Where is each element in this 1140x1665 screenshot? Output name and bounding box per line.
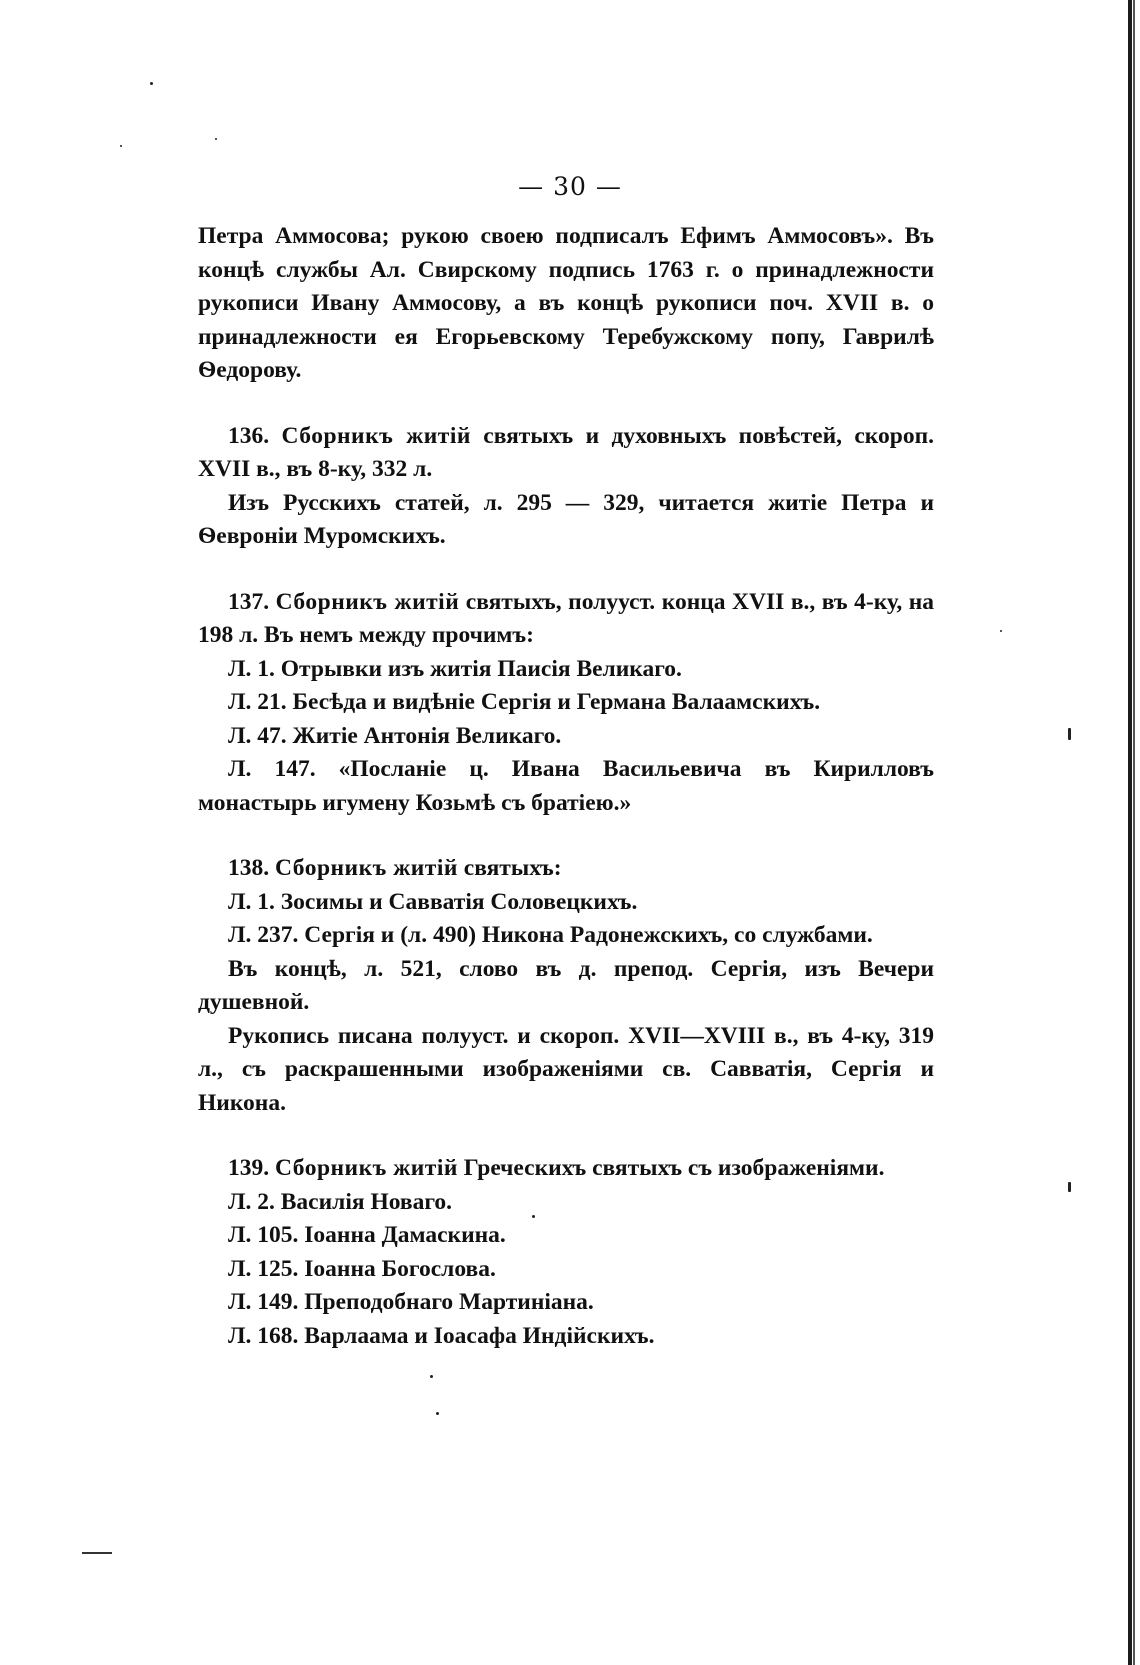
leaf-item: Л. 1. Зосимы и Савватія Соловецкихъ.	[228, 888, 638, 915]
leaf-item: Л. 149. Преподобнаго Мартиніана.	[228, 1289, 594, 1315]
entry-note: Изъ Русскихъ статей, л. 295 — 329, читается житіе Петра и Ѳевроніи Муромскихъ.	[198, 489, 934, 549]
speck	[1068, 1182, 1071, 1192]
entry-heading	[198, 1152, 934, 1186]
entry-number: 138.	[228, 855, 270, 881]
speck	[215, 138, 217, 140]
entry-138	[198, 852, 934, 1120]
entry-title: Сборникъ житій	[281, 422, 471, 449]
entry-title: Сборникъ житій	[275, 855, 458, 881]
page-edge-shadow	[1128, 0, 1132, 1665]
page-number: — 30 —	[518, 172, 622, 201]
entry-description: святыхъ:	[457, 855, 562, 881]
speck	[436, 1412, 439, 1415]
page-edge-line	[1133, 0, 1135, 1665]
leaf-item: Л. 21. Бесѣда и видѣніе Сергія и Германа Валаамскихъ.	[228, 689, 821, 715]
leaf-item: Л. 237. Сергія и (л. 490) Никона Радонежскихъ, со службами.	[228, 922, 873, 948]
entry-description: святыхъ и духовныхъ повѣстей, скороп. XVII в., въ 8-ку, 332 л.	[198, 422, 935, 482]
speck	[430, 1375, 433, 1378]
leaf-item: Л. 2. Василія Новаго.	[228, 1188, 453, 1215]
leaf-item: Л. 168. Варлаама и Іоасафа Индійскихъ.	[228, 1322, 655, 1349]
entry-number: 136.	[228, 422, 270, 449]
entry-heading	[198, 852, 934, 886]
entry-note: Рукопись писана полууст. и скороп. XVII—XVIII в., въ 4-ку, 319 л., съ раскрашенными изображеніями св. Савватія, Сергія и Никона.	[198, 1022, 934, 1116]
entry-title: Сборникъ житій	[275, 588, 460, 615]
entry-heading	[198, 420, 934, 487]
entry-note: Въ концѣ, л. 521, слово въ д. препод. Сергія, изъ Вечери душевной.	[198, 955, 934, 1015]
entry-139	[198, 1152, 934, 1353]
intro-paragraph: Петра Аммосова; рукою своею подписалъ Ефимъ Аммосовъ». Въ концѣ службы Ал. Свирскому подпись 1763 г. о принадлежности рукописи Ивану Аммосову, а въ концѣ рукописи поч. XVII в. о принадлежности ея Егорьевскому Теребужскому попу, Гаврилѣ Ѳедорову.	[198, 223, 934, 383]
speck	[120, 145, 122, 147]
page-content	[198, 220, 934, 1353]
margin-mark	[82, 1552, 112, 1554]
entry-description: Греческихъ святыхъ съ изображеніями.	[457, 1155, 885, 1181]
entry-136	[198, 420, 934, 554]
leaf-item: Л. 147. «Посланіе ц. Ивана Васильевича въ Кирилловъ монастырь игумену Козьмѣ съ братіею.»	[198, 756, 934, 816]
leaf-item: Л. 47. Житіе Антонія Великаго.	[228, 722, 562, 749]
entry-number: 137.	[228, 588, 270, 615]
entry-title: Сборникъ житій	[275, 1155, 458, 1181]
speck	[1068, 728, 1071, 740]
entry-description: святыхъ, полууст. конца XVII в., въ 4-ку, на 198 л. Въ немъ между прочимъ:	[198, 588, 935, 648]
speck	[150, 82, 153, 85]
leaf-item: Л. 125. Іоанна Богослова.	[228, 1255, 496, 1282]
entry-heading	[198, 586, 934, 653]
entry-137	[198, 586, 934, 821]
entry-number: 139.	[228, 1155, 270, 1181]
leaf-item: Л. 105. Іоанна Дамаскина.	[228, 1222, 506, 1248]
speck	[1000, 630, 1002, 632]
leaf-item: Л. 1. Отрывки изъ житія Паисія Великаго.	[228, 655, 682, 682]
